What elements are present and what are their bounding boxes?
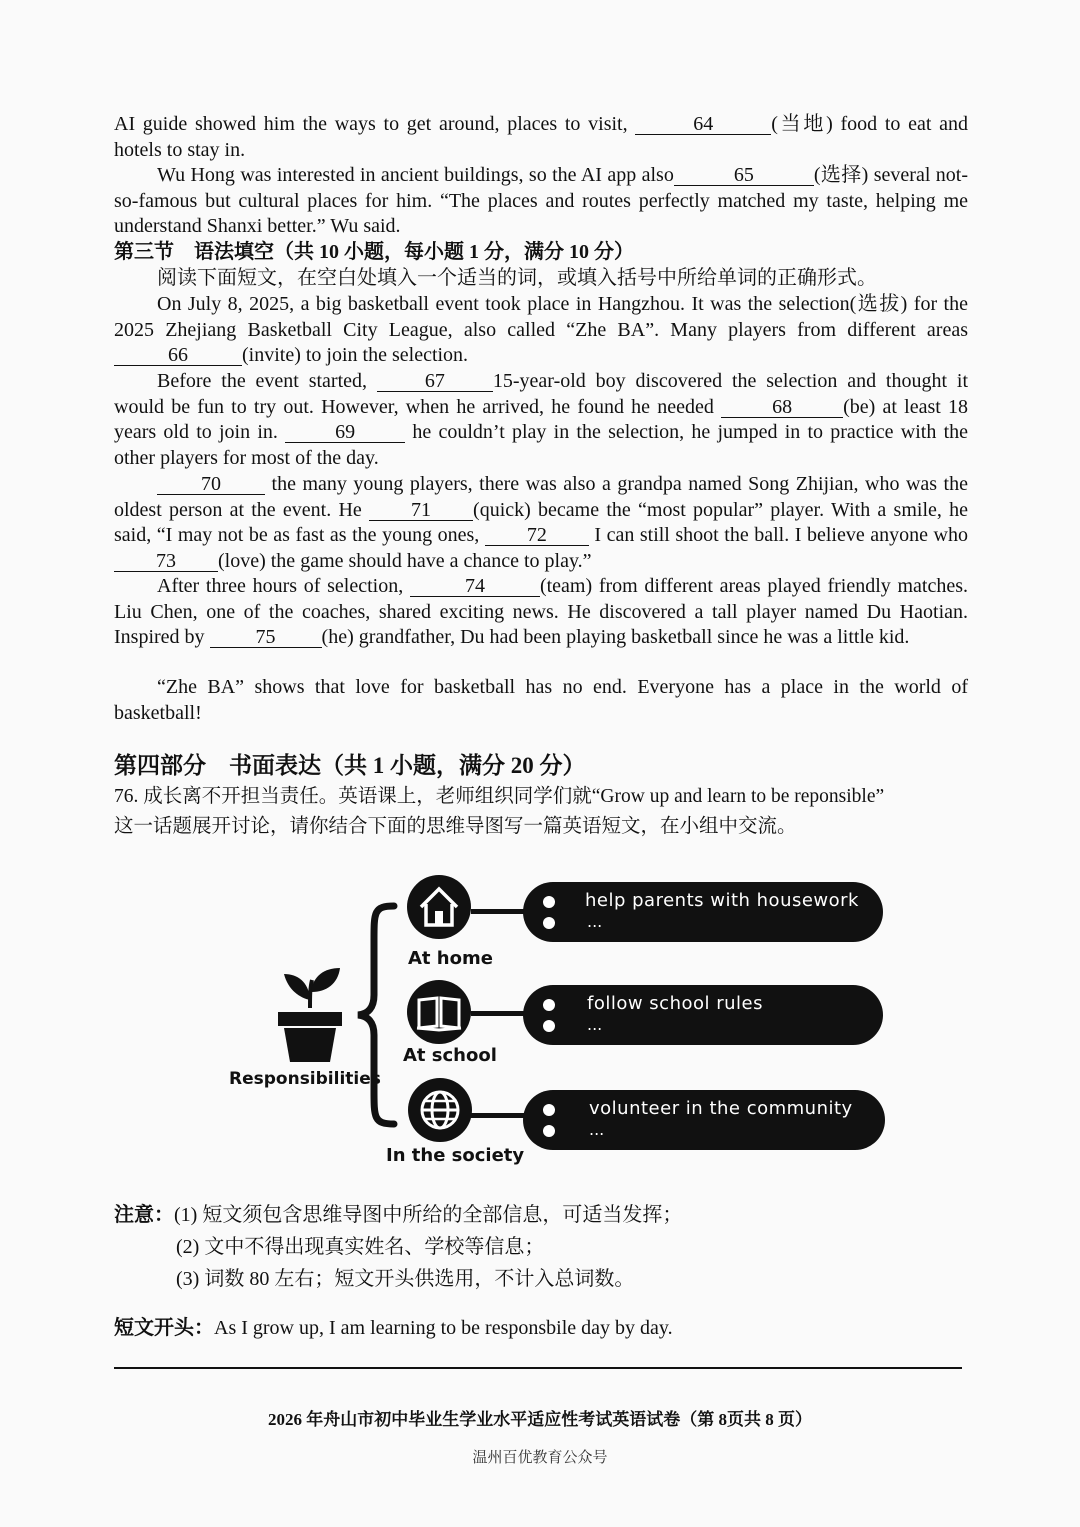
note-2: (2) 文中不得出现真实姓名、学校等信息； — [176, 1236, 545, 1258]
branch-home-label: At home — [408, 948, 493, 969]
note-1: 注意：(1) 短文须包含思维导图中所给的全部信息，可适当发挥； — [114, 1204, 683, 1226]
grammar-paragraph-2: Before the event started, 67 15-year-old boy discovered the selection and thought it would be fun to try out. However, when he arrived, he found he needed 68 (be) at least 18 years old to join in. 69 he couldn’t play in the selection, he jumped in to practice with the other players for most of the day. — [114, 370, 969, 469]
brace-connector — [352, 900, 402, 1130]
branch-home-item: help parents with housework — [585, 890, 859, 911]
branch-school-circle — [407, 980, 471, 1044]
notes-label: 注意： — [114, 1204, 174, 1226]
blank-70: 70 — [157, 474, 265, 495]
bullet-dot — [543, 1125, 555, 1137]
blank-69: 69 — [285, 422, 405, 443]
grammar-paragraph-3: 70 the many young players, there was also a grandpa named Song Zhijian, who was the oldest person at the event. He 71 (quick) became the “most popular” player. With a smile, he said, “I may not be as fast as the young ones, 72 I can still shoot the ball. I believe anyone who 73 (love) the game should have a chance to play.” — [114, 473, 968, 572]
bullet-dot — [543, 917, 555, 929]
branch-home-pill — [523, 882, 883, 942]
bullet-dot — [543, 1020, 555, 1032]
blank-65: 65 — [674, 165, 814, 186]
plant-pot-icon — [270, 960, 350, 1064]
section-3-instruction: 阅读下面短文，在空白处填入一个适当的词，或填入括号中所给单词的正确形式。 — [157, 267, 877, 289]
passage-paragraph-2: Wu Hong was interested in ancient buildings, so the AI app also 65 (选择) several not-so-famous but cultural places for him. “The places and routes perfectly matched my taste, helping me understand Shanxi better.” Wu said. — [114, 164, 968, 238]
branch-society-item: volunteer in the community — [589, 1098, 853, 1119]
blank-66: 66 — [114, 345, 242, 366]
grammar-paragraph-5: “Zhe BA” shows that love for basketball has no end. Everyone has a place in the world of basketball! — [114, 676, 968, 724]
branch-home-more: ... — [587, 912, 603, 931]
branch-society-pill — [523, 1090, 885, 1150]
footer-exam-title: 2026 年舟山市初中毕业生学业水平适应性考试英语试卷（第 8页共 8 页） — [268, 1410, 812, 1429]
bullet-dot — [543, 896, 555, 908]
grammar-paragraph-1: On July 8, 2025, a big basketball event took place in Hangzhou. It was the selection(选拔) for the 2025 Zhejiang Basketball City League, also called “Zhe BA”. Many players from different areas66 (invite) to join the selection. — [114, 293, 968, 367]
opening-block — [114, 1312, 673, 1344]
section-3-title: 第三节 语法填空（共 10 小题，每小题 1 分，满分 10 分） — [114, 241, 634, 263]
branch-school-label: At school — [403, 1045, 497, 1066]
house-icon — [407, 875, 471, 939]
blank-67: 67 — [377, 371, 493, 392]
mind-map-root: Responsibilities — [229, 1069, 381, 1089]
bullet-dot — [543, 999, 555, 1011]
globe-icon — [408, 1078, 472, 1142]
branch-society-connector — [471, 1113, 527, 1118]
branch-school-connector — [471, 1011, 527, 1016]
passage-paragraph-1: AI guide showed him the ways to get around, places to visit, 64 (当地) food to eat and hotels to stay in. — [114, 113, 968, 161]
branch-society-circle — [408, 1078, 472, 1142]
notes-block — [114, 1199, 682, 1295]
question-76-line-2: 这一话题展开讨论，请你结合下面的思维导图写一篇英语短文，在小组中交流。 — [114, 816, 797, 837]
section-4-title: 第四部分 书面表达（共 1 小题，满分 20 分） — [114, 753, 586, 778]
note-3: (3) 词数 80 左右；短文开头供选用，不计入总词数。 — [176, 1268, 635, 1290]
grammar-paragraph-4: After three hours of selection, 74 (team) from different areas played friendly matches. Liu Chen, one of the coaches, shared exciting news. He discovered a tall player named Du Haotian. Inspired by 75 (he) grandfather, Du had been playing basketball since he was a little kid. — [114, 575, 968, 649]
blank-73: 73 — [114, 551, 218, 572]
blank-72: 72 — [485, 525, 589, 546]
branch-school-item: follow school rules — [587, 993, 763, 1014]
branch-school-more: ... — [587, 1015, 603, 1034]
blank-64: 64 — [635, 114, 771, 135]
blank-71: 71 — [369, 500, 473, 521]
opening-text: As I grow up, I am learning to be responsbile day by day. — [214, 1317, 673, 1339]
blank-68: 68 — [721, 397, 843, 418]
question-76-line-1: 76. 成长离不开担当责任。英语课上，老师组织同学们就“Grow up and learn to be reponsible” — [114, 786, 885, 807]
book-icon — [407, 980, 471, 1044]
branch-society-more: ... — [589, 1120, 605, 1139]
branch-school-pill — [523, 985, 883, 1045]
bullet-dot — [543, 1104, 555, 1116]
branch-society-label: In the society — [386, 1145, 525, 1166]
blank-74: 74 — [410, 576, 540, 597]
branch-home-circle — [407, 875, 471, 939]
footer-source: 温州百优教育公众号 — [472, 1450, 608, 1466]
branch-home-connector — [471, 909, 527, 914]
opening-label: 短文开头： — [114, 1317, 214, 1339]
blank-75: 75 — [210, 627, 322, 648]
footer-rule — [114, 1367, 962, 1369]
